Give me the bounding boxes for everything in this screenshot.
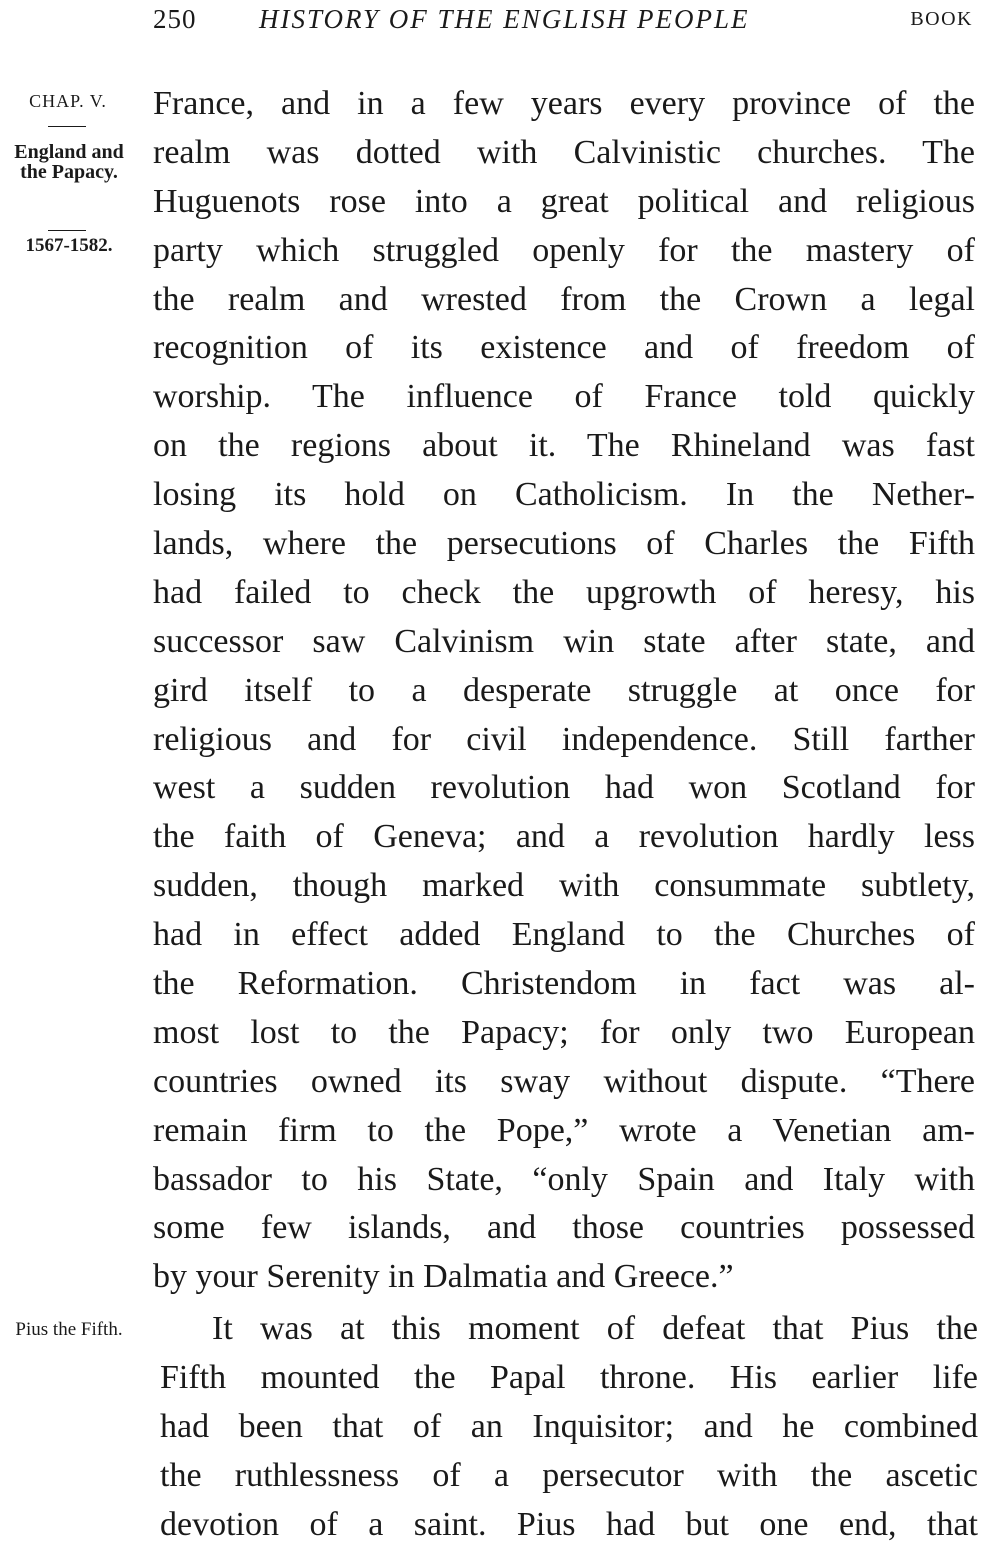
text-line: devotion of a saint. Pius had but one end, that — [160, 1505, 978, 1543]
text-line: west a sudden revolution had won Scotland for — [153, 769, 975, 807]
text-line: by your Serenity in Dalmatia and Greece.” — [153, 1258, 734, 1296]
paragraph-1 — [153, 80, 975, 1302]
text-line: losing its hold on Catholicism. In the Nether- — [153, 476, 975, 514]
text-line: the ruthlessness of a persecutor with the ascetic — [160, 1456, 978, 1494]
text-line: the realm and wrested from the Crown a legal — [153, 280, 975, 318]
text-line: some few islands, and those countries possessed — [153, 1209, 975, 1247]
text-line: successor saw Calvinism win state after state, and — [153, 622, 975, 660]
text-line: countries owned its sway without dispute. “There — [153, 1062, 975, 1100]
text-line: Huguenots rose into a great political and religious — [153, 182, 975, 220]
text-line: worship. The influence of France told quickly — [153, 378, 975, 416]
text-line: It was at this moment of defeat that Pius the — [212, 1310, 978, 1347]
paragraph-2 — [160, 1305, 978, 1549]
margin-rule — [48, 230, 86, 231]
date-range-sidenote: 1567-1582. — [25, 235, 113, 256]
text-line: most lost to the Papacy; for only two European — [153, 1013, 975, 1051]
book-label: BOOK — [910, 8, 973, 30]
text-line: bassador to his State, “only Spain and Italy with — [153, 1160, 975, 1198]
text-line: the Reformation. Christendom in fact was al- — [153, 965, 975, 1003]
text-line: had been that of an Inquisitor; and he combined — [160, 1407, 978, 1445]
text-line: had in effect added England to the Churches of — [153, 916, 975, 954]
page-number: 250 — [153, 4, 197, 34]
text-line: on the regions about it. The Rhineland was fast — [153, 427, 975, 465]
text-line: France, and in a few years every province of the — [153, 85, 975, 122]
text-line: sudden, though marked with consummate subtlety, — [153, 867, 975, 905]
text-line: had failed to check the upgrowth of heresy, his — [153, 573, 975, 611]
text-line: lands, where the persecutions of Charles the Fifth — [153, 525, 975, 563]
text-line: Fifth mounted the Papal throne. His earlier life — [160, 1358, 978, 1396]
text-line: gird itself to a desperate struggle at once for — [153, 671, 975, 709]
running-head — [153, 4, 973, 44]
pius-sidenote: Pius the Fifth. — [15, 1319, 123, 1340]
margin-rule — [48, 126, 86, 127]
text-line: realm was dotted with Calvinistic churches. The — [153, 133, 975, 171]
text-line: religious and for civil independence. Still farther — [153, 720, 975, 758]
text-line: recognition of its existence and of freedom of — [153, 329, 975, 367]
text-line: party which struggled openly for the mastery of — [153, 231, 975, 269]
chapter-label: CHAP. V. — [29, 91, 107, 111]
text-line: the faith of Geneva; and a revolution hardly less — [153, 818, 975, 856]
text-line: remain firm to the Pope,” wrote a Venetian am- — [153, 1111, 975, 1149]
running-title: HISTORY OF THE ENGLISH PEOPLE — [259, 4, 750, 34]
topic-sidenote: England and the Papacy. — [14, 141, 124, 183]
